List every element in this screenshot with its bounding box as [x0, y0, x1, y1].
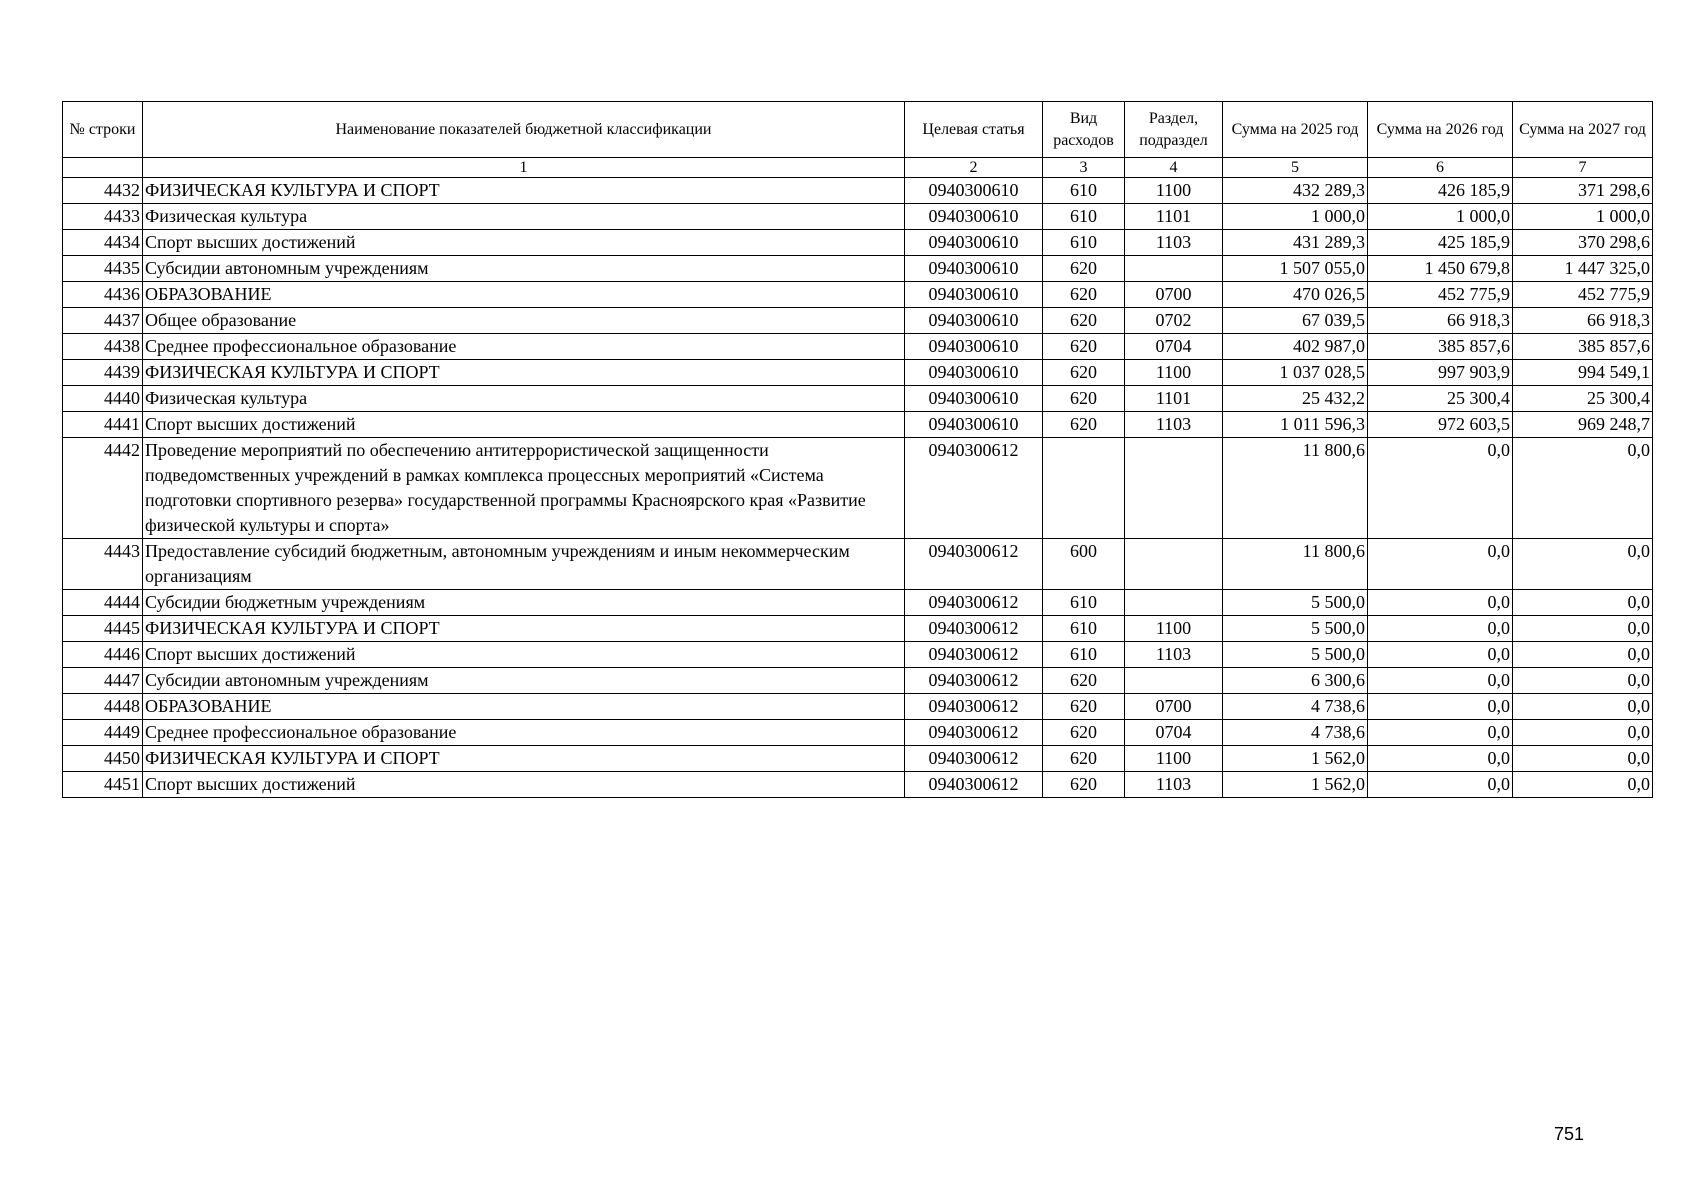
row-type-cell: 620: [1043, 256, 1125, 282]
header-row: [63, 102, 1653, 158]
row-sum-2027-cell: 0,0: [1513, 616, 1653, 642]
row-target-cell: 0940300610: [905, 360, 1043, 386]
row-sum-2027-cell: 1 447 325,0: [1513, 256, 1653, 282]
row-section-cell: [1125, 256, 1223, 282]
row-number-cell: 4443: [63, 539, 143, 590]
row-sum-2026-cell: 1 450 679,8: [1368, 256, 1513, 282]
row-number-cell: 4448: [63, 694, 143, 720]
row-sum-2026-cell: 997 903,9: [1368, 360, 1513, 386]
row-number-cell: 4440: [63, 386, 143, 412]
row-sum-2025-cell: 1 037 028,5: [1223, 360, 1368, 386]
row-sum-2025-cell: 1 000,0: [1223, 204, 1368, 230]
table-row: [63, 590, 1653, 616]
row-type-cell: 620: [1043, 308, 1125, 334]
row-section-cell: 1100: [1125, 616, 1223, 642]
column-number: 5: [1223, 158, 1368, 178]
row-section-cell: [1125, 438, 1223, 539]
row-sum-2026-cell: 0,0: [1368, 746, 1513, 772]
row-sum-2027-cell: 0,0: [1513, 668, 1653, 694]
row-section-cell: [1125, 539, 1223, 590]
row-sum-2027-cell: 0,0: [1513, 772, 1653, 798]
table-row: [63, 256, 1653, 282]
row-sum-2025-cell: 1 562,0: [1223, 772, 1368, 798]
row-type-cell: 620: [1043, 720, 1125, 746]
row-target-cell: 0940300610: [905, 178, 1043, 204]
row-sum-2026-cell: 425 185,9: [1368, 230, 1513, 256]
row-sum-2027-cell: 0,0: [1513, 590, 1653, 616]
row-section-cell: 0700: [1125, 694, 1223, 720]
row-section-cell: 0704: [1125, 334, 1223, 360]
row-sum-2027-cell: 385 857,6: [1513, 334, 1653, 360]
row-type-cell: 610: [1043, 590, 1125, 616]
row-sum-2025-cell: 4 738,6: [1223, 720, 1368, 746]
row-number-cell: 4442: [63, 438, 143, 539]
table-row: [63, 616, 1653, 642]
row-type-cell: 620: [1043, 386, 1125, 412]
row-number-cell: 4438: [63, 334, 143, 360]
row-type-cell: 620: [1043, 668, 1125, 694]
row-sum-2026-cell: 0,0: [1368, 694, 1513, 720]
row-type-cell: 620: [1043, 746, 1125, 772]
row-sum-2027-cell: 969 248,7: [1513, 412, 1653, 438]
row-sum-2026-cell: 0,0: [1368, 642, 1513, 668]
row-target-cell: 0940300612: [905, 590, 1043, 616]
row-target-cell: 0940300612: [905, 539, 1043, 590]
row-sum-2026-cell: 0,0: [1368, 720, 1513, 746]
page-number: 751: [1554, 1124, 1585, 1144]
row-name-cell: Проведение мероприятий по обеспечению антитеррористической защищенности подведомственных учреждений в рамках комплекса процессных мероприятий «Система подготовки спортивного резерва» государственной программы Красноярского края «Развитие физической культуры и спорта»: [143, 438, 905, 539]
row-target-cell: 0940300612: [905, 668, 1043, 694]
row-sum-2026-cell: 0,0: [1368, 539, 1513, 590]
row-name-cell: Предоставление субсидий бюджетным, автономным учреждениям и иным некоммерческим организациям: [143, 539, 905, 590]
row-target-cell: 0940300610: [905, 308, 1043, 334]
row-target-cell: 0940300612: [905, 642, 1043, 668]
row-sum-2027-cell: 1 000,0: [1513, 204, 1653, 230]
row-sum-2027-cell: 452 775,9: [1513, 282, 1653, 308]
row-target-cell: 0940300610: [905, 412, 1043, 438]
row-number-cell: 4451: [63, 772, 143, 798]
row-section-cell: 1103: [1125, 642, 1223, 668]
header-row-no: № строки: [63, 102, 143, 158]
row-sum-2025-cell: 1 011 596,3: [1223, 412, 1368, 438]
row-sum-2026-cell: 1 000,0: [1368, 204, 1513, 230]
row-sum-2026-cell: 66 918,3: [1368, 308, 1513, 334]
row-sum-2027-cell: 0,0: [1513, 438, 1653, 539]
row-number-cell: 4449: [63, 720, 143, 746]
row-name-cell: Среднее профессиональное образование: [143, 720, 905, 746]
row-number-cell: 4437: [63, 308, 143, 334]
row-target-cell: 0940300610: [905, 386, 1043, 412]
row-name-cell: Субсидии автономным учреждениям: [143, 256, 905, 282]
row-number-cell: 4432: [63, 178, 143, 204]
column-number: 1: [143, 158, 905, 178]
row-sum-2026-cell: 972 603,5: [1368, 412, 1513, 438]
row-sum-2026-cell: 25 300,4: [1368, 386, 1513, 412]
column-number: 4: [1125, 158, 1223, 178]
row-sum-2025-cell: 1 562,0: [1223, 746, 1368, 772]
row-type-cell: 600: [1043, 539, 1125, 590]
column-number: 3: [1043, 158, 1125, 178]
row-type-cell: 610: [1043, 230, 1125, 256]
row-type-cell: 610: [1043, 616, 1125, 642]
row-sum-2025-cell: 11 800,6: [1223, 539, 1368, 590]
row-sum-2026-cell: 0,0: [1368, 438, 1513, 539]
row-sum-2025-cell: 431 289,3: [1223, 230, 1368, 256]
row-number-cell: 4446: [63, 642, 143, 668]
table-row: [63, 746, 1653, 772]
table-row: [63, 412, 1653, 438]
row-section-cell: 0704: [1125, 720, 1223, 746]
row-sum-2025-cell: 432 289,3: [1223, 178, 1368, 204]
row-name-cell: Субсидии автономным учреждениям: [143, 668, 905, 694]
row-type-cell: 620: [1043, 360, 1125, 386]
row-section-cell: 1101: [1125, 204, 1223, 230]
row-name-cell: Общее образование: [143, 308, 905, 334]
row-type-cell: 610: [1043, 642, 1125, 668]
column-number-row: [63, 158, 1653, 178]
row-sum-2025-cell: 5 500,0: [1223, 642, 1368, 668]
header-name: Наименование показателей бюджетной классификации: [143, 102, 905, 158]
row-section-cell: [1125, 590, 1223, 616]
table-row: [63, 230, 1653, 256]
row-number-cell: 4435: [63, 256, 143, 282]
row-target-cell: 0940300612: [905, 746, 1043, 772]
header-type: Вид расходов: [1043, 102, 1125, 158]
row-number-cell: 4439: [63, 360, 143, 386]
header-sum-2025: Сумма на 2025 год: [1223, 102, 1368, 158]
row-sum-2027-cell: 994 549,1: [1513, 360, 1653, 386]
row-section-cell: 1100: [1125, 178, 1223, 204]
row-sum-2027-cell: 0,0: [1513, 539, 1653, 590]
table-row: [63, 694, 1653, 720]
row-number-cell: 4433: [63, 204, 143, 230]
row-sum-2027-cell: 0,0: [1513, 746, 1653, 772]
row-target-cell: 0940300612: [905, 438, 1043, 539]
table-row: [63, 204, 1653, 230]
row-type-cell: 620: [1043, 412, 1125, 438]
row-section-cell: 1103: [1125, 772, 1223, 798]
row-section-cell: 1100: [1125, 360, 1223, 386]
row-sum-2026-cell: 385 857,6: [1368, 334, 1513, 360]
column-number: [63, 158, 143, 178]
row-name-cell: Спорт высших достижений: [143, 772, 905, 798]
row-section-cell: 1103: [1125, 230, 1223, 256]
row-sum-2025-cell: 25 432,2: [1223, 386, 1368, 412]
row-target-cell: 0940300610: [905, 230, 1043, 256]
table-row: [63, 539, 1653, 590]
row-number-cell: 4450: [63, 746, 143, 772]
row-sum-2027-cell: 66 918,3: [1513, 308, 1653, 334]
table-row: [63, 282, 1653, 308]
table-row: [63, 668, 1653, 694]
row-sum-2027-cell: 371 298,6: [1513, 178, 1653, 204]
row-target-cell: 0940300612: [905, 720, 1043, 746]
row-type-cell: 620: [1043, 694, 1125, 720]
row-number-cell: 4434: [63, 230, 143, 256]
row-sum-2027-cell: 370 298,6: [1513, 230, 1653, 256]
row-sum-2025-cell: 1 507 055,0: [1223, 256, 1368, 282]
row-number-cell: 4447: [63, 668, 143, 694]
row-sum-2025-cell: 402 987,0: [1223, 334, 1368, 360]
header-section: Раздел, подраздел: [1125, 102, 1223, 158]
row-section-cell: 1100: [1125, 746, 1223, 772]
row-type-cell: 610: [1043, 178, 1125, 204]
table-row: [63, 720, 1653, 746]
table-row: [63, 178, 1653, 204]
row-target-cell: 0940300612: [905, 694, 1043, 720]
row-sum-2026-cell: 0,0: [1368, 616, 1513, 642]
row-sum-2025-cell: 67 039,5: [1223, 308, 1368, 334]
row-number-cell: 4441: [63, 412, 143, 438]
header-sum-2026: Сумма на 2026 год: [1368, 102, 1513, 158]
row-name-cell: Физическая культура: [143, 386, 905, 412]
table-row: [63, 308, 1653, 334]
row-sum-2025-cell: 11 800,6: [1223, 438, 1368, 539]
row-target-cell: 0940300610: [905, 256, 1043, 282]
row-type-cell: 620: [1043, 282, 1125, 308]
row-sum-2026-cell: 426 185,9: [1368, 178, 1513, 204]
row-name-cell: Спорт высших достижений: [143, 230, 905, 256]
row-target-cell: 0940300610: [905, 282, 1043, 308]
row-sum-2026-cell: 0,0: [1368, 590, 1513, 616]
row-sum-2027-cell: 25 300,4: [1513, 386, 1653, 412]
row-type-cell: 620: [1043, 772, 1125, 798]
row-type-cell: 620: [1043, 334, 1125, 360]
row-sum-2025-cell: 5 500,0: [1223, 590, 1368, 616]
row-sum-2025-cell: 4 738,6: [1223, 694, 1368, 720]
table-row: [63, 438, 1653, 539]
table-row: [63, 772, 1653, 798]
row-section-cell: [1125, 668, 1223, 694]
table-row: [63, 334, 1653, 360]
row-target-cell: 0940300612: [905, 616, 1043, 642]
row-name-cell: Среднее профессиональное образование: [143, 334, 905, 360]
budget-table: [62, 101, 1653, 798]
row-section-cell: 1103: [1125, 412, 1223, 438]
table-row: [63, 642, 1653, 668]
row-sum-2026-cell: 0,0: [1368, 668, 1513, 694]
row-name-cell: ОБРАЗОВАНИЕ: [143, 694, 905, 720]
row-name-cell: Спорт высших достижений: [143, 642, 905, 668]
table-row: [63, 386, 1653, 412]
column-number: 7: [1513, 158, 1653, 178]
row-name-cell: ФИЗИЧЕСКАЯ КУЛЬТУРА И СПОРТ: [143, 746, 905, 772]
row-name-cell: Физическая культура: [143, 204, 905, 230]
row-target-cell: 0940300610: [905, 334, 1043, 360]
column-number: 2: [905, 158, 1043, 178]
row-target-cell: 0940300610: [905, 204, 1043, 230]
row-sum-2025-cell: 470 026,5: [1223, 282, 1368, 308]
row-sum-2027-cell: 0,0: [1513, 694, 1653, 720]
row-name-cell: Спорт высших достижений: [143, 412, 905, 438]
row-name-cell: ФИЗИЧЕСКАЯ КУЛЬТУРА И СПОРТ: [143, 616, 905, 642]
row-section-cell: 0700: [1125, 282, 1223, 308]
table-row: [63, 360, 1653, 386]
row-number-cell: 4444: [63, 590, 143, 616]
row-target-cell: 0940300612: [905, 772, 1043, 798]
column-number: 6: [1368, 158, 1513, 178]
header-target: Целевая статья: [905, 102, 1043, 158]
row-sum-2026-cell: 0,0: [1368, 772, 1513, 798]
row-sum-2027-cell: 0,0: [1513, 642, 1653, 668]
row-sum-2027-cell: 0,0: [1513, 720, 1653, 746]
table-body: [63, 178, 1653, 798]
row-name-cell: ОБРАЗОВАНИЕ: [143, 282, 905, 308]
row-number-cell: 4445: [63, 616, 143, 642]
row-name-cell: Субсидии бюджетным учреждениям: [143, 590, 905, 616]
row-sum-2025-cell: 5 500,0: [1223, 616, 1368, 642]
row-section-cell: 0702: [1125, 308, 1223, 334]
row-sum-2025-cell: 6 300,6: [1223, 668, 1368, 694]
row-name-cell: ФИЗИЧЕСКАЯ КУЛЬТУРА И СПОРТ: [143, 360, 905, 386]
row-sum-2026-cell: 452 775,9: [1368, 282, 1513, 308]
row-type-cell: [1043, 438, 1125, 539]
row-type-cell: 610: [1043, 204, 1125, 230]
row-section-cell: 1101: [1125, 386, 1223, 412]
row-number-cell: 4436: [63, 282, 143, 308]
header-sum-2027: Сумма на 2027 год: [1513, 102, 1653, 158]
row-name-cell: ФИЗИЧЕСКАЯ КУЛЬТУРА И СПОРТ: [143, 178, 905, 204]
